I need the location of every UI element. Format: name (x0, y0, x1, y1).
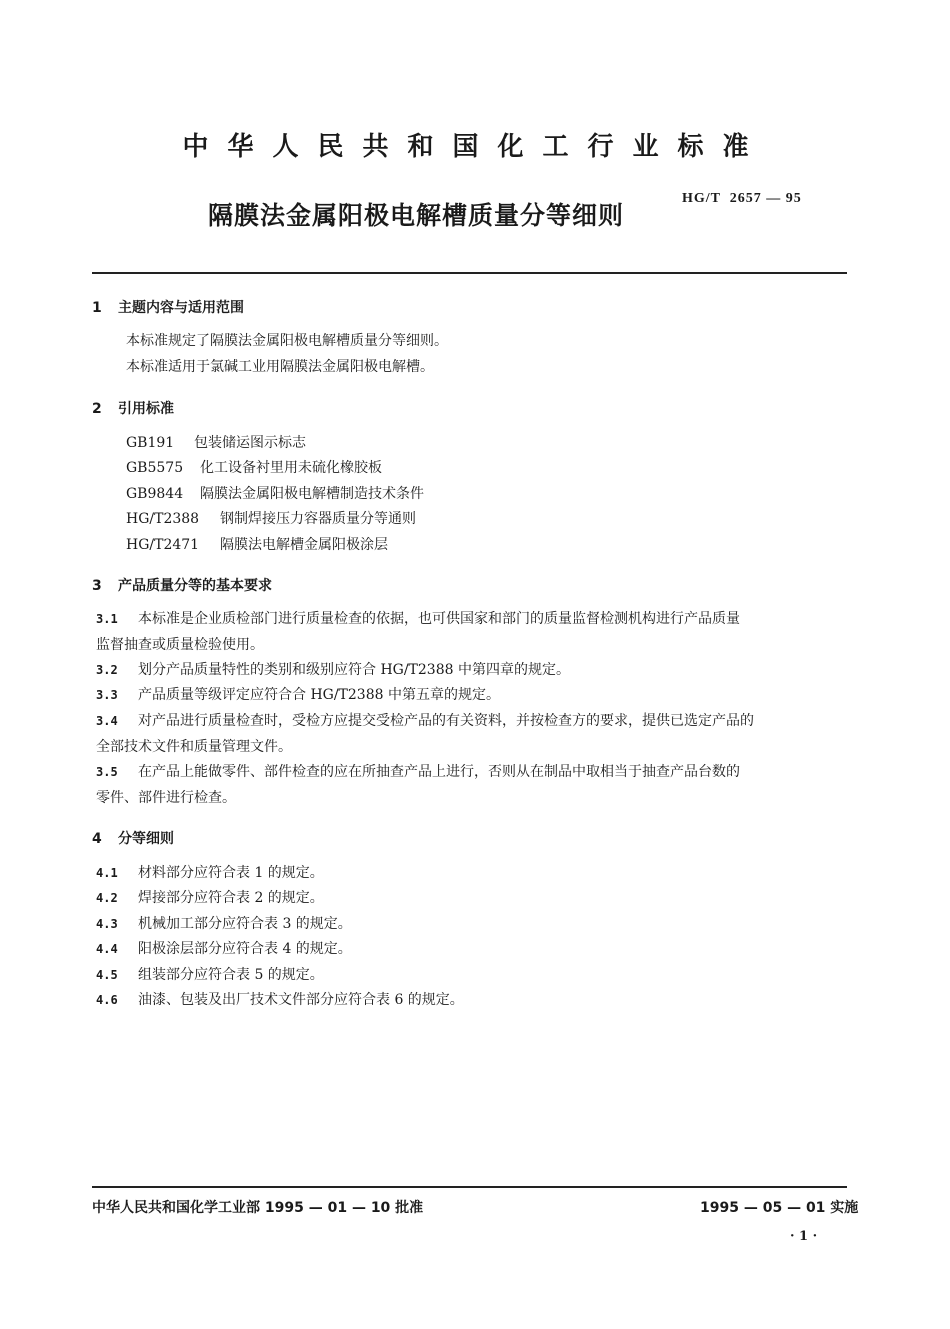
clause-text: 划分产品质量特性的类别和级别应符合 HG/T2388 中第四章的规定。 (138, 662, 570, 678)
reference-code: GB5575 (126, 460, 184, 476)
section-title: 主题内容与适用范围 (118, 300, 244, 316)
clause-4-3 (96, 911, 852, 937)
page-number: · 1 · (790, 1229, 818, 1244)
clause-number: 3.3 (96, 688, 118, 702)
clause-number: 4.6 (96, 993, 118, 1007)
clause-3-4 (96, 708, 852, 760)
reference-name: 化工设备衬里用未硫化橡胶板 (200, 460, 382, 476)
clause-3-5 (96, 759, 852, 811)
reference-item (126, 485, 424, 504)
footer-divider (92, 1186, 847, 1188)
clause-number: 4.4 (96, 942, 118, 956)
clause-text: 油漆、包装及出厂技术文件部分应符合表 6 的规定。 (138, 992, 464, 1008)
reference-code: HG/T2388 (126, 511, 200, 527)
clause-text: 材料部分应符合表 1 的规定。 (138, 865, 324, 881)
clause-3-1 (96, 606, 852, 658)
implementation-line: 1995 — 05 — 01 实施 (700, 1200, 859, 1216)
section-2-heading (92, 398, 174, 418)
reference-item (126, 536, 388, 555)
clause-4-5 (96, 962, 852, 988)
section-1-heading (92, 297, 244, 317)
clause-number: 3.2 (96, 663, 118, 677)
clause-4-4 (96, 936, 852, 962)
header-divider (92, 272, 847, 274)
clause-4-2 (96, 885, 852, 911)
section-title: 分等细则 (118, 831, 174, 847)
section-title: 产品质量分等的基本要求 (118, 578, 272, 594)
clause-number: 4.3 (96, 917, 118, 931)
reference-name: 钢制焊接压力容器质量分等通则 (220, 511, 416, 527)
clause-number: 4.2 (96, 891, 118, 905)
document-code: HG/T 2657 — 95 (682, 191, 802, 206)
paragraph: 本标准适用于氯碱工业用隔膜法金属阳极电解槽。 (126, 359, 434, 375)
section-number: 1 (92, 300, 102, 316)
clause-text-continued: 全部技术文件和质量管理文件。 (96, 739, 292, 755)
clause-3-2 (96, 657, 852, 683)
clause-number: 3.4 (96, 714, 118, 728)
paragraph: 本标准规定了隔膜法金属阳极电解槽质量分等细则。 (126, 333, 448, 349)
clause-4-6 (96, 987, 852, 1013)
section-number: 2 (92, 401, 102, 417)
clause-text: 产品质量等级评定应符合合 HG/T2388 中第五章的规定。 (138, 687, 500, 703)
clause-3-3 (96, 682, 852, 708)
reference-item (126, 459, 382, 478)
clause-number: 3.5 (96, 765, 118, 779)
clause-text-continued: 监督抽查或质量检验使用。 (96, 637, 264, 653)
reference-item (126, 434, 306, 453)
clause-number: 3.1 (96, 612, 118, 626)
reference-name: 隔膜法金属阳极电解槽制造技术条件 (200, 486, 424, 502)
section-3-heading (92, 575, 272, 595)
clause-4-1 (96, 860, 852, 886)
section-4-heading (92, 828, 174, 848)
clause-text: 本标准是企业质检部门进行质量检查的依据，也可供国家和部门的质量监督检测机构进行产品质量 (138, 611, 740, 627)
clause-number: 4.5 (96, 968, 118, 982)
standard-category-title: 中华人民共和国化工行业标准 (182, 132, 768, 162)
clause-text: 焊接部分应符合表 2 的规定。 (138, 890, 324, 906)
clause-text: 在产品上能做零件、部件检查的应在所抽查产品上进行，否则从在制品中取相当于抽查产品台数的 (138, 764, 740, 780)
reference-code: GB9844 (126, 486, 184, 502)
reference-name: 隔膜法电解槽金属阳极涂层 (220, 537, 388, 553)
reference-code: HG/T2471 (126, 537, 200, 553)
clause-number: 4.1 (96, 866, 118, 880)
clause-text: 阳极涂层部分应符合表 4 的规定。 (138, 941, 352, 957)
approval-line: 中华人民共和国化学工业部 1995 — 01 — 10 批准 (92, 1200, 424, 1216)
section-title: 引用标准 (118, 401, 174, 417)
reference-code: GB191 (126, 435, 175, 451)
section-number: 3 (92, 578, 102, 594)
document-title: 隔膜法金属阳极电解槽质量分等细则 (208, 201, 625, 230)
reference-item (126, 510, 416, 529)
clause-text-continued: 零件、部件进行检查。 (96, 790, 236, 806)
clause-text: 组装部分应符合表 5 的规定。 (138, 967, 324, 983)
reference-name: 包装储运图示标志 (194, 435, 306, 451)
clause-text: 机械加工部分应符合表 3 的规定。 (138, 916, 352, 932)
clause-text: 对产品进行质量检查时，受检方应提交受检产品的有关资料，并按检查方的要求，提供已选定产品的 (138, 713, 754, 729)
section-number: 4 (92, 831, 102, 847)
